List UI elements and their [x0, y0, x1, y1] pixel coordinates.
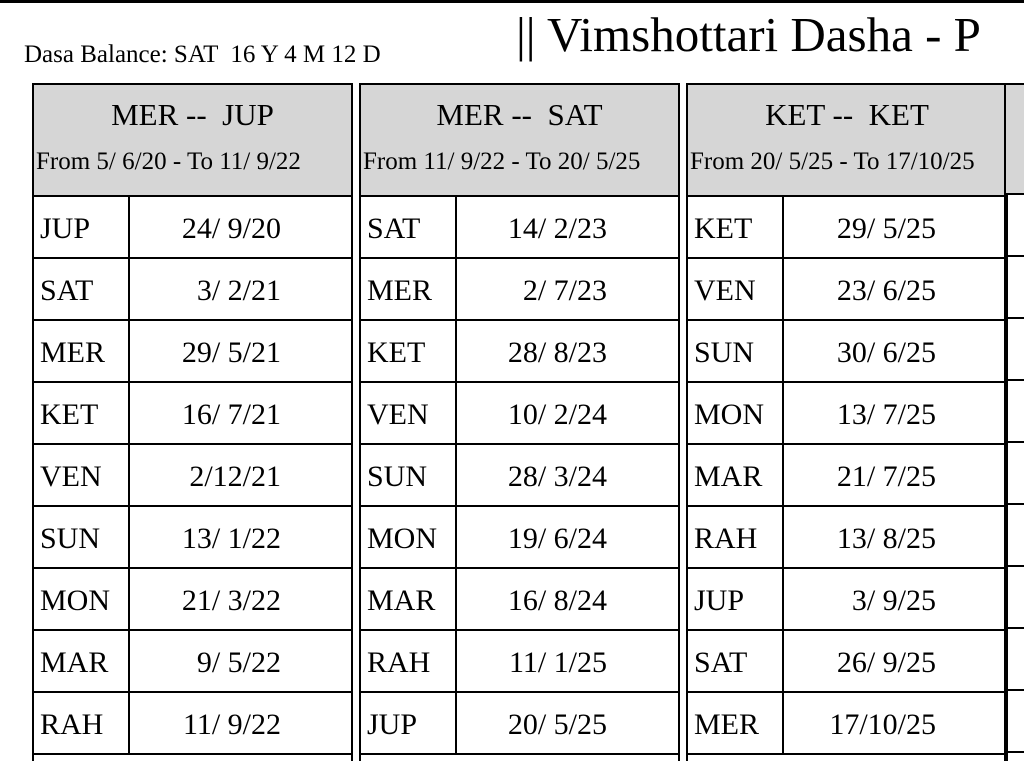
end-date-cell: 29/ 5/21: [181, 336, 281, 369]
table-row: [688, 507, 1006, 569]
end-date-cell: 10/ 2/24: [507, 398, 607, 431]
planet-cell: RAH: [367, 646, 431, 679]
end-date-cell: 16/ 7/21: [181, 398, 281, 431]
end-date-cell: 21/ 7/25: [836, 460, 936, 493]
table-row: [361, 197, 678, 259]
column-divider: [128, 507, 130, 569]
column-divider: [128, 259, 130, 321]
table-row: [34, 321, 351, 383]
planet-cell: KET: [367, 336, 426, 369]
end-date-cell: 29/ 5/25: [836, 212, 936, 245]
planet-cell: SUN: [694, 336, 755, 369]
dasha-date-range: From 20/ 5/25 - To 17/10/25: [690, 148, 975, 175]
column-divider: [782, 507, 784, 569]
planet-cell: RAH: [694, 522, 758, 555]
table-row: [688, 569, 1006, 631]
end-date-cell: 3/ 2/21: [196, 274, 281, 307]
table-row: [688, 197, 1006, 259]
planet-cell: SUN: [40, 522, 101, 555]
column-divider: [782, 259, 784, 321]
planet-cell: RAH: [40, 708, 104, 741]
table-row: [34, 197, 351, 259]
planet-cell: JUP: [40, 212, 91, 245]
table-row: [361, 507, 678, 569]
end-date-cell: 23/ 6/25: [836, 274, 936, 307]
planet-cell: MON: [694, 398, 765, 431]
table-row: [688, 445, 1006, 507]
planet-cell: MAR: [367, 584, 436, 617]
table-row: [688, 259, 1006, 321]
end-date-cell: 28/ 8/23: [507, 336, 607, 369]
column-divider: [455, 383, 457, 445]
end-date-cell: 21/ 3/22: [181, 584, 281, 617]
table-row: [34, 569, 351, 631]
end-date-cell: 28/ 3/24: [507, 460, 607, 493]
planet-cell: MER: [367, 274, 433, 307]
column-divider: [782, 383, 784, 445]
end-date-cell: 3/ 9/25: [851, 584, 936, 617]
dasha-date-range: From 11/ 9/22 - To 20/ 5/25: [363, 148, 641, 175]
end-date-cell: 13/ 1/22: [181, 522, 281, 555]
column-divider: [782, 631, 784, 693]
planet-cell: JUP: [694, 584, 745, 617]
column-divider: [455, 259, 457, 321]
planet-cell: VEN: [367, 398, 429, 431]
planet-cell: JUP: [367, 708, 418, 741]
column-divider: [455, 507, 457, 569]
column-divider: [455, 445, 457, 507]
column-divider: [455, 693, 457, 755]
table-row: [361, 383, 678, 445]
planet-cell: KET: [40, 398, 99, 431]
planet-cell: MAR: [694, 460, 763, 493]
column-divider: [782, 569, 784, 631]
table-row: [34, 259, 351, 321]
table-row: [688, 321, 1006, 383]
column-divider: [128, 693, 130, 755]
end-date-cell: 19/ 6/24: [507, 522, 607, 555]
table-row: [34, 631, 351, 693]
end-date-cell: 20/ 5/25: [507, 708, 607, 741]
table-header: [361, 85, 678, 197]
table-row: [34, 383, 351, 445]
end-date-cell: 2/ 7/23: [522, 274, 607, 307]
table-row: [34, 445, 351, 507]
dasha-table-mer-jup: [32, 83, 353, 761]
column-divider: [128, 569, 130, 631]
dasha-table-ket-ket: [686, 83, 1008, 761]
planet-cell: MON: [40, 584, 111, 617]
end-date-cell: 16/ 8/24: [507, 584, 607, 617]
table-row: [34, 693, 351, 755]
end-date-cell: 13/ 8/25: [836, 522, 936, 555]
planet-cell: MER: [40, 336, 106, 369]
dasha-period-heading: MER -- SAT: [436, 97, 603, 132]
column-divider: [128, 321, 130, 383]
table-row: [688, 383, 1006, 445]
planet-cell: SAT: [40, 274, 94, 307]
column-divider: [128, 445, 130, 507]
column-divider: [128, 631, 130, 693]
end-date-cell: 24/ 9/20: [181, 212, 281, 245]
page-title: || Vimshottari Dasha - P: [516, 7, 981, 62]
table-row: [688, 631, 1006, 693]
dasha-period-heading: KET -- KET: [765, 97, 929, 132]
end-date-cell: 26/ 9/25: [836, 646, 936, 679]
end-date-cell: 30/ 6/25: [836, 336, 936, 369]
column-divider: [782, 197, 784, 259]
column-divider: [782, 693, 784, 755]
column-divider: [455, 197, 457, 259]
dasha-table-mer-sat: [359, 83, 680, 761]
planet-cell: KET: [694, 212, 753, 245]
dasha-date-range: From 5/ 6/20 - To 11/ 9/22: [36, 148, 301, 175]
end-date-cell: 13/ 7/25: [836, 398, 936, 431]
planet-cell: VEN: [40, 460, 102, 493]
table-row: [34, 507, 351, 569]
column-divider: [128, 383, 130, 445]
table-row: [688, 693, 1006, 755]
column-divider: [782, 321, 784, 383]
planet-cell: MER: [694, 708, 760, 741]
column-divider: [455, 321, 457, 383]
end-date-cell: 2/12/21: [189, 460, 281, 493]
table-row: [361, 631, 678, 693]
planet-cell: VEN: [694, 274, 756, 307]
table-header: [688, 85, 1006, 197]
table-row: [361, 569, 678, 631]
planet-cell: SAT: [694, 646, 748, 679]
table-row: [361, 445, 678, 507]
dasha-period-heading: MER -- JUP: [111, 97, 274, 132]
end-date-cell: 14/ 2/23: [507, 212, 607, 245]
column-divider: [128, 197, 130, 259]
planet-cell: MON: [367, 522, 438, 555]
planet-cell: SUN: [367, 460, 428, 493]
top-rule: [0, 0, 1024, 3]
end-date-cell: 11/ 1/25: [508, 646, 607, 679]
table-row: [361, 259, 678, 321]
end-date-cell: 17/10/25: [829, 708, 936, 741]
end-date-cell: 11/ 9/22: [182, 708, 281, 741]
planet-cell: MAR: [40, 646, 109, 679]
table-row: [361, 693, 678, 755]
planet-cell: SAT: [367, 212, 421, 245]
next-table-edge: [1004, 83, 1024, 761]
table-row: [361, 321, 678, 383]
end-date-cell: 9/ 5/22: [196, 646, 281, 679]
table-header: [34, 85, 351, 197]
column-divider: [455, 569, 457, 631]
dasa-balance: Dasa Balance: SAT 16 Y 4 M 12 D: [24, 41, 381, 68]
column-divider: [782, 445, 784, 507]
column-divider: [455, 631, 457, 693]
